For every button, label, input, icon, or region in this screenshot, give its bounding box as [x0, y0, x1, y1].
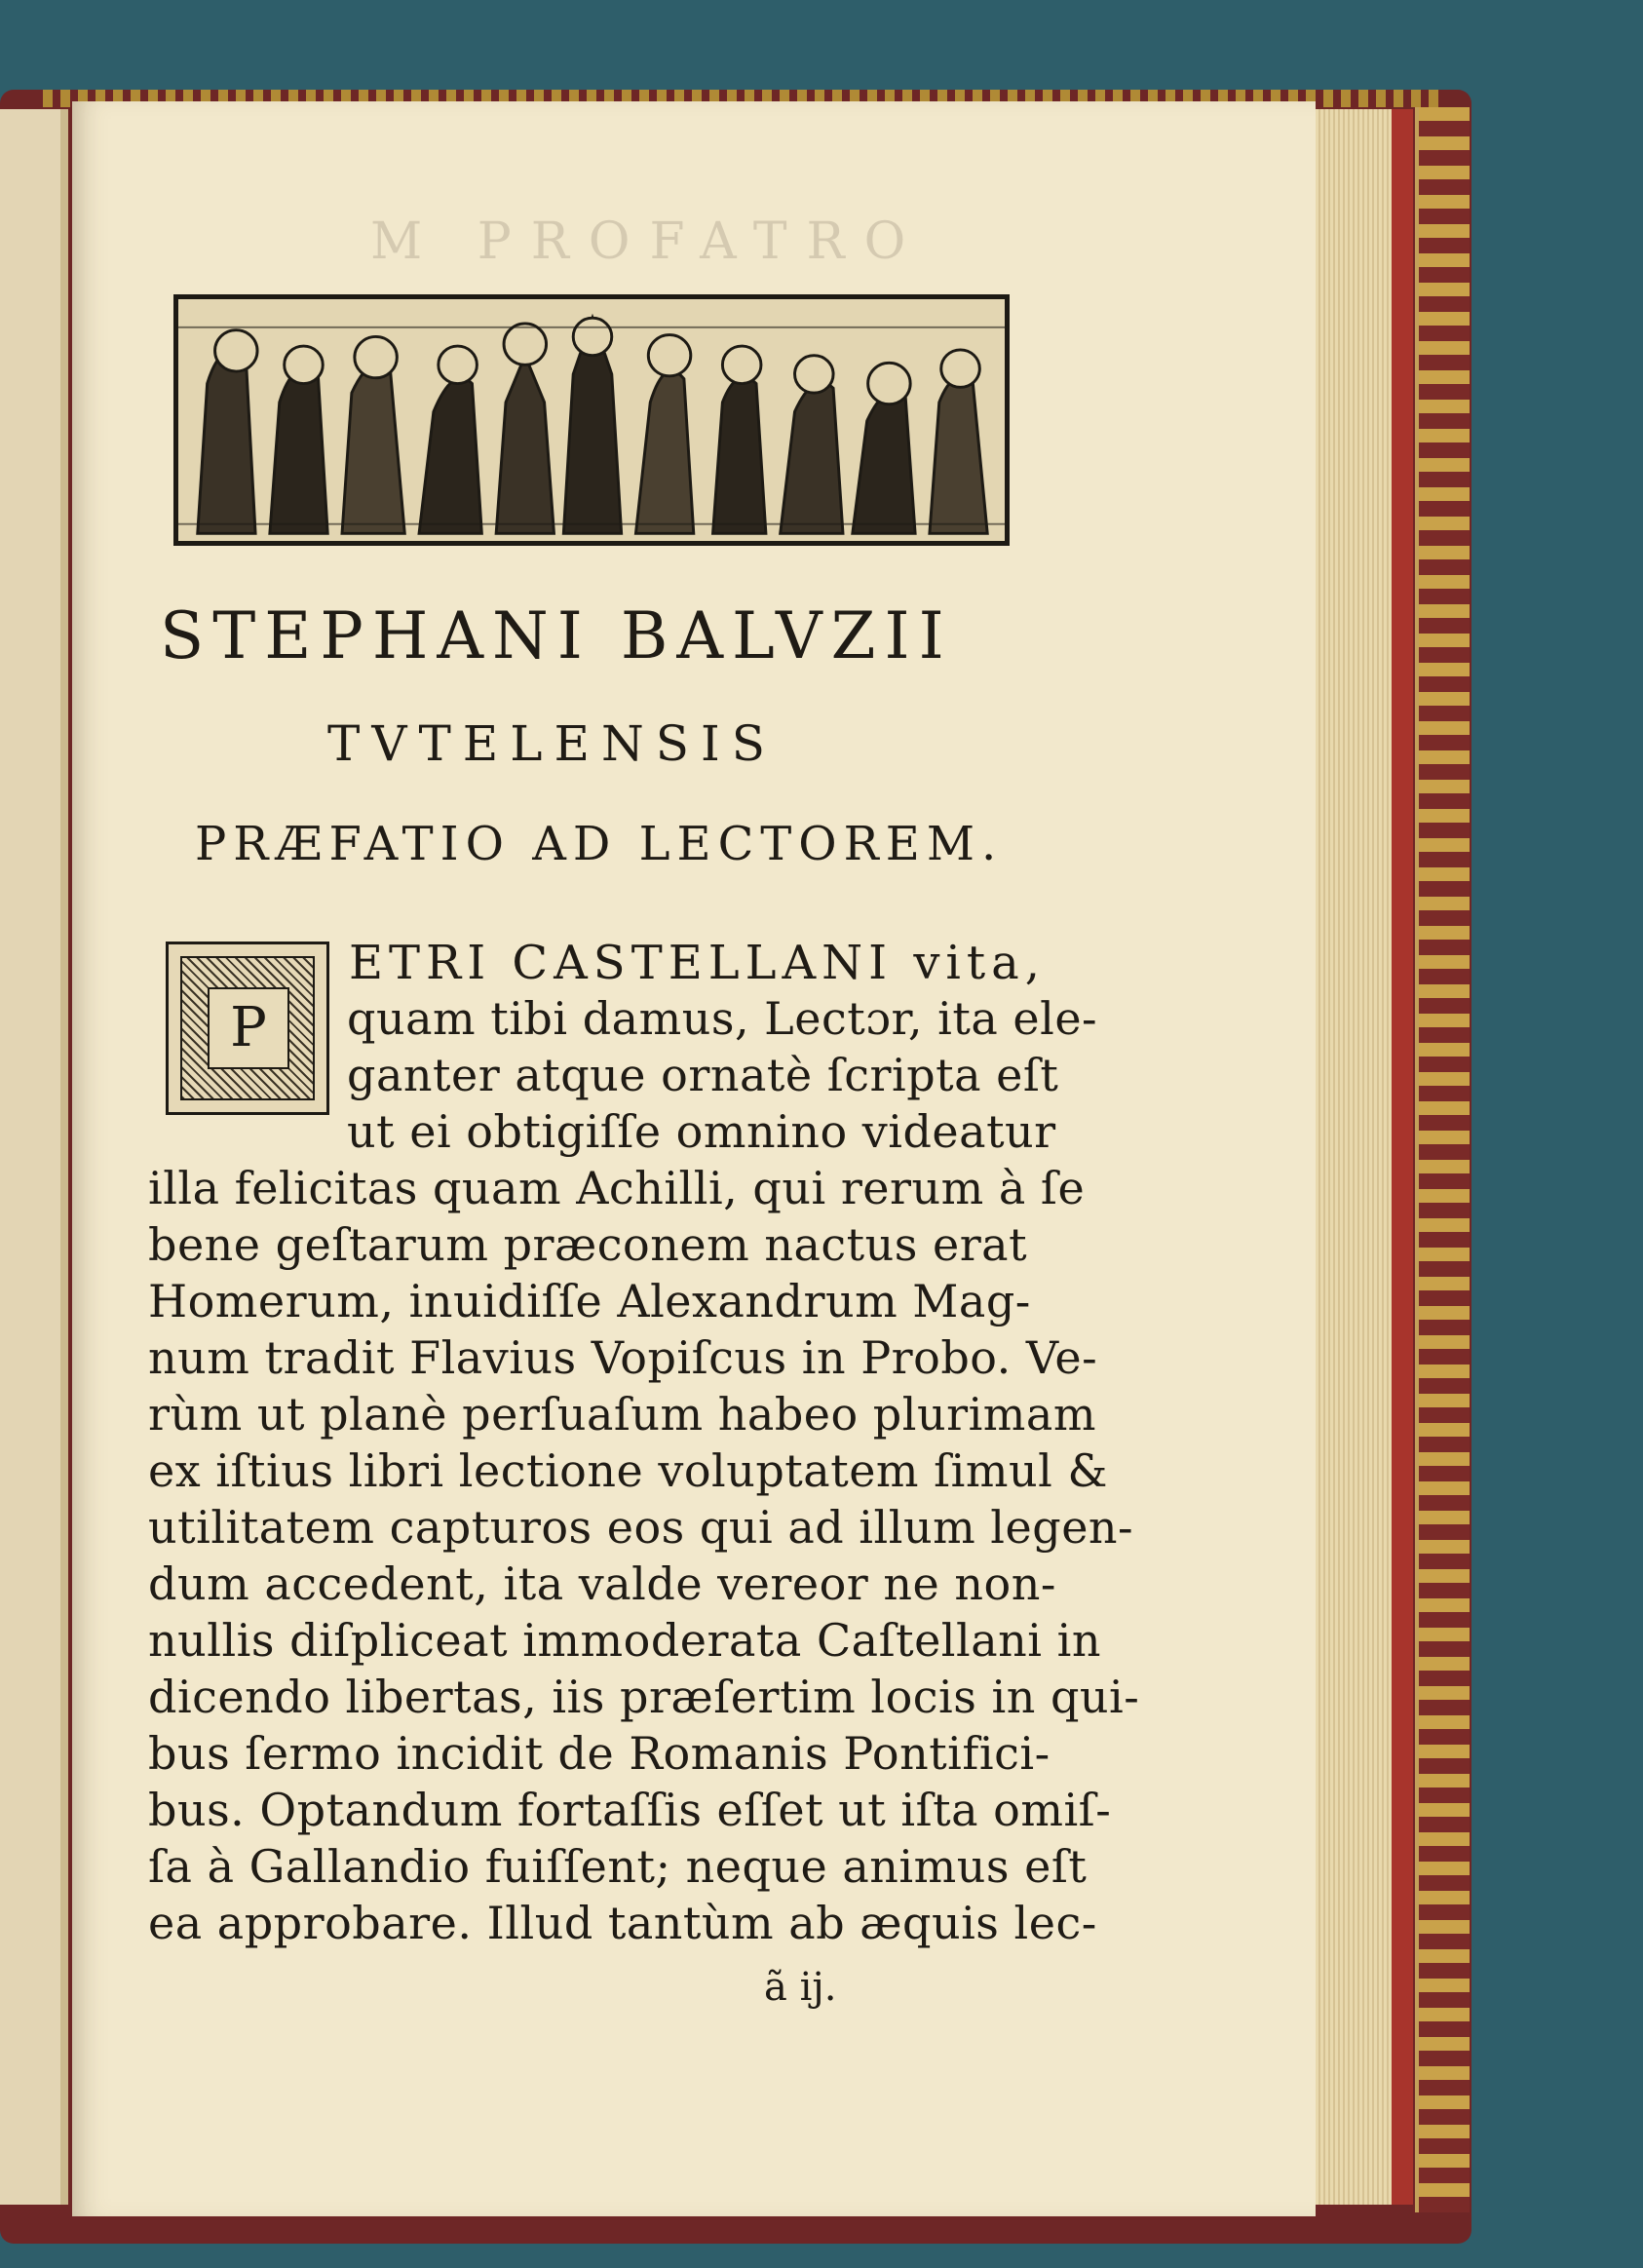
title-line-origin: TVTELENSIS	[327, 715, 778, 772]
body-line-11: utilitatem capturos eos qui ad illum legen-	[148, 1501, 1134, 1554]
body-line-13: nullis diſpliceat immoderata Caſtellani in	[148, 1614, 1101, 1667]
title-line-preface: PRÆFATIO AD LECTOREM.	[195, 817, 1004, 871]
body-line-16: bus. Optandum fortaſſis eſſet ut iſta omiſ-	[148, 1784, 1112, 1836]
decorated-initial	[166, 942, 329, 1115]
body-line-17: ſa à Gallandio fuiſſent; neque animus eſt	[148, 1840, 1088, 1893]
body-line-6: bene geſtarum præconem nactus erat	[148, 1218, 1028, 1271]
red-edge	[1392, 109, 1413, 2205]
body-line-8: num tradit Flavius Vopiſcus in Probo. Ve-	[148, 1331, 1098, 1384]
body-line-10: ex iſtius libri lectione voluptatem ſimul &	[148, 1444, 1108, 1497]
body-line-18: ea approbare. Illud tantùm ab æquis lec-	[148, 1897, 1097, 1949]
body-line-12: dum accedent, ita valde vereor ne non-	[148, 1557, 1056, 1610]
body-line-14: dicendo libertas, iis præſertim locis in qui-	[148, 1671, 1140, 1723]
left-page-edge	[0, 109, 68, 2205]
title-line-author: STEPHANI BALVZII	[160, 598, 953, 673]
body-line-5: illa felicitas quam Achilli, qui rerum à ſe	[148, 1162, 1086, 1214]
body-line-4: ut ei obtigiſſe omnino videatur	[347, 1105, 1056, 1158]
body-line-2: quam tibi damus, Lectɔr, ita ele-	[347, 992, 1098, 1045]
body-line-1: ETRI CASTELLANI vita,	[349, 936, 1047, 990]
body-line-3: ganter atque ornatè ſcripta eſt	[347, 1049, 1059, 1101]
show-through-text: M PROFATRO	[370, 212, 926, 271]
signature-mark: ã ij.	[764, 1965, 837, 2010]
initial-letter: P	[208, 987, 289, 1069]
body-line-15: bus ſermo incidit de Romanis Pontifici-	[148, 1727, 1051, 1780]
woodcut-illustration	[173, 294, 1010, 546]
body-line-7: Homerum, inuidiſſe Alexandrum Mag-	[148, 1275, 1031, 1327]
body-line-9: rùm ut planè perſuaſum habeo plurimam	[148, 1388, 1096, 1441]
gilt-border-side	[1415, 107, 1470, 2212]
